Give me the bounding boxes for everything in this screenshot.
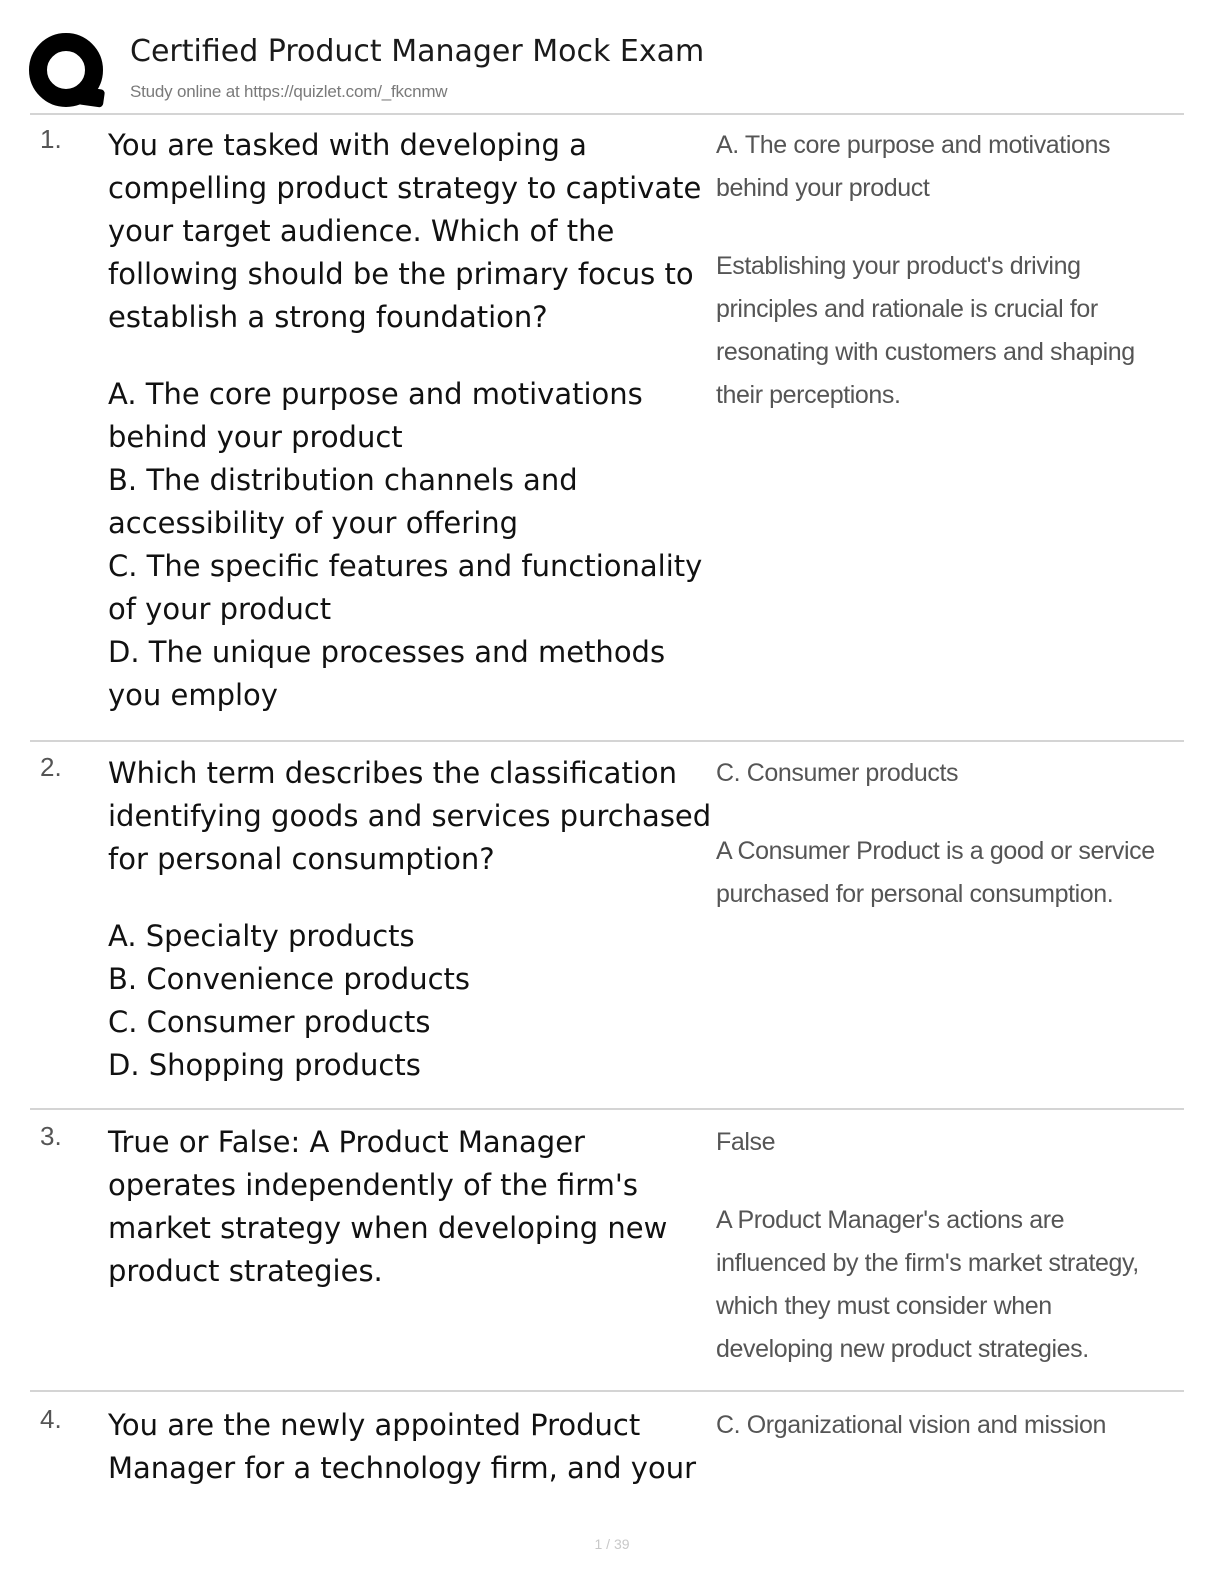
explanation-text: Establishing your product's driving principles and rationale is crucial for resonating with customers and shaping their perceptions. — [716, 252, 1135, 409]
option-a: A. Specialty products — [108, 919, 415, 953]
question-text: Which term describes the classification identifying goods and services purchased for personal consumption? — [108, 756, 712, 876]
answer-column — [716, 752, 1172, 916]
option-d: D. The unique processes and methods you employ — [108, 635, 666, 712]
explanation-text: A Product Manager's actions are influenced by the firm's market strategy, which they must consider when developing new product strategies. — [716, 1206, 1139, 1363]
card-number: 3. — [40, 1121, 62, 1151]
question-column — [108, 124, 712, 717]
page-number: 1 / 39 — [594, 1536, 630, 1552]
question-text: You are tasked with developing a compelling product strategy to captivate your target audience. Which of the following should be the primary focus to establish a strong foundation? — [108, 128, 702, 334]
question-text: True or False: A Product Manager operates independently of the firm's market strategy when developing new product strategies. — [108, 1125, 668, 1288]
answer-column — [716, 1404, 1172, 1482]
answer-text: A. The core purpose and motivations behind your product — [716, 131, 1111, 202]
flashcard-2 — [30, 752, 1184, 1097]
divider — [30, 740, 1184, 742]
flashcard-3 — [30, 1121, 1184, 1381]
divider — [30, 113, 1184, 115]
document-header — [28, 30, 1188, 114]
option-c: C. Consumer products — [108, 1005, 431, 1039]
quizlet-logo-icon — [28, 32, 108, 112]
answer-column — [716, 124, 1172, 417]
option-a: A. The core purpose and motivations behind your product — [108, 377, 643, 454]
card-number: 4. — [40, 1404, 62, 1434]
question-text: You are the newly appointed Product Manager for a technology firm, and your — [108, 1408, 697, 1485]
explanation-text: A Consumer Product is a good or service purchased for personal consumption. — [716, 837, 1155, 908]
divider — [30, 1108, 1184, 1110]
study-online-link[interactable]: Study online at https://quizlet.com/_fkcnmw — [130, 82, 448, 101]
question-column — [108, 1121, 712, 1327]
question-column — [108, 752, 712, 1087]
answer-text: C. Consumer products — [716, 759, 959, 787]
option-d: D. Shopping products — [108, 1048, 421, 1082]
card-number: 2. — [40, 752, 62, 782]
option-b: B. The distribution channels and accessibility of your offering — [108, 463, 578, 540]
answer-text: False — [716, 1128, 776, 1156]
document-title: Certified Product Manager Mock Exam — [130, 34, 705, 69]
answer-column — [716, 1121, 1172, 1371]
answer-text: C. Organizational vision and mission — [716, 1411, 1106, 1439]
option-c: C. The specific features and functionality of your product — [108, 549, 703, 626]
question-column — [108, 1404, 712, 1524]
option-b: B. Convenience products — [108, 962, 471, 996]
flashcard-1 — [30, 124, 1184, 724]
divider — [30, 1390, 1184, 1392]
flashcard-4 — [30, 1404, 1184, 1504]
card-number: 1. — [40, 124, 62, 154]
